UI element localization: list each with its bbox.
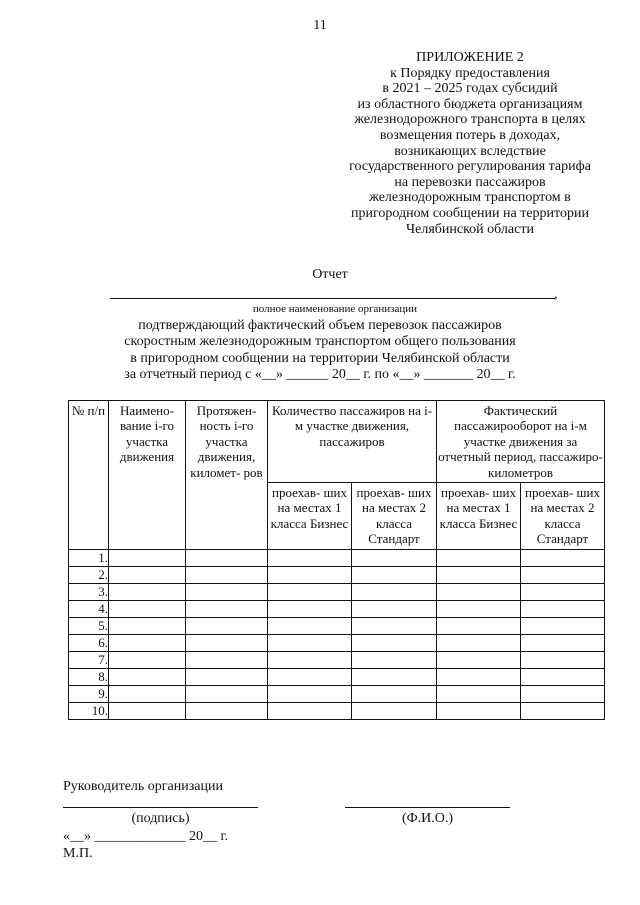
- table-cell: [352, 566, 437, 583]
- table-cell: [186, 566, 268, 583]
- subtitle-line: скоростным железнодорожным транспортом общего пользования: [124, 334, 516, 350]
- row-number: 3.: [69, 583, 109, 600]
- table-row: [69, 566, 605, 583]
- table-cell: [186, 702, 268, 719]
- table-cell: [352, 668, 437, 685]
- table-cell: [352, 685, 437, 702]
- table-cell: [186, 583, 268, 600]
- table-row: [69, 600, 605, 617]
- row-number: 5.: [69, 617, 109, 634]
- row-number: 2.: [69, 566, 109, 583]
- table-cell: [109, 634, 186, 651]
- table-cell: [186, 668, 268, 685]
- subtitle-line: подтверждающий фактический объем перевозок пассажиров: [138, 318, 502, 333]
- table-cell: [437, 549, 521, 566]
- table-cell: [186, 685, 268, 702]
- appendix-line: к Порядку предоставления: [390, 65, 550, 81]
- report-subtitle: [60, 318, 580, 383]
- table-cell: [437, 583, 521, 600]
- row-number: 8.: [69, 668, 109, 685]
- table-cell: [521, 600, 605, 617]
- subheader-passengers-standard: проехав- ших на местах 2 класса Стандарт: [352, 483, 437, 550]
- table-row: [69, 617, 605, 634]
- table-cell: [109, 685, 186, 702]
- signature-title: Руководитель организации: [63, 779, 223, 794]
- table-cell: [186, 549, 268, 566]
- table-cell: [268, 566, 352, 583]
- table-row: [69, 668, 605, 685]
- table-cell: [186, 617, 268, 634]
- table-cell: [268, 668, 352, 685]
- table-cell: [268, 600, 352, 617]
- table-row: [69, 702, 605, 719]
- table-cell: [268, 634, 352, 651]
- table-cell: [186, 600, 268, 617]
- table-cell: [352, 549, 437, 566]
- table-cell: [437, 651, 521, 668]
- table-row: [69, 651, 605, 668]
- table-cell: [109, 617, 186, 634]
- signature-caption: (подпись): [131, 811, 190, 826]
- appendix-line: из областного бюджета организациям: [357, 96, 583, 112]
- name-caption: (Ф.И.О.): [401, 811, 454, 826]
- table-cell: [437, 600, 521, 617]
- org-comma: ,: [554, 287, 558, 302]
- report-table: [68, 400, 605, 720]
- subheader-turnover-standard: проехав- ших на местах 2 класса Стандарт: [521, 483, 605, 550]
- table-cell: [352, 617, 437, 634]
- table-cell: [437, 685, 521, 702]
- signature-line: [63, 807, 258, 808]
- table-cell: [109, 600, 186, 617]
- table-cell: [521, 634, 605, 651]
- table-cell: [521, 702, 605, 719]
- table-cell: [521, 617, 605, 634]
- stamp-place: М.П.: [63, 846, 93, 861]
- table-cell: [186, 651, 268, 668]
- appendix-line: государственного регулирования тарифа: [349, 159, 591, 175]
- table-cell: [109, 651, 186, 668]
- table-cell: [521, 549, 605, 566]
- row-number: 6.: [69, 634, 109, 651]
- table-cell: [109, 668, 186, 685]
- header-passengers: Количество пассажиров на i-м участке движения, пассажиров: [268, 401, 437, 483]
- appendix-line: возмещения потерь в доходах,: [379, 127, 561, 143]
- table-cell: [437, 566, 521, 583]
- subheader-passengers-business: проехав- ших на местах 1 класса Бизнес: [268, 483, 352, 550]
- appendix-line: пригородном сообщении на территории: [351, 205, 589, 221]
- row-number: 10.: [69, 702, 109, 719]
- report-title: Отчет: [312, 267, 348, 282]
- table-row: [69, 685, 605, 702]
- page-number: 11: [313, 18, 327, 33]
- subtitle-line: за отчетный период с «__» ______ 20__ г. по «__» _______ 20__ г.: [124, 366, 516, 382]
- row-number: 9.: [69, 685, 109, 702]
- header-length: Протяжен- ность i-го участка движения, километ- ров: [186, 401, 268, 550]
- subtitle-line: в пригородном сообщении на территории Челябинской области: [130, 350, 510, 366]
- row-number: 7.: [69, 651, 109, 668]
- appendix-line: на перевозки пассажиров: [394, 174, 546, 190]
- table-cell: [437, 634, 521, 651]
- name-line: [345, 807, 510, 808]
- table-cell: [352, 702, 437, 719]
- table-cell: [186, 634, 268, 651]
- table-cell: [352, 651, 437, 668]
- table-cell: [437, 617, 521, 634]
- table-cell: [352, 600, 437, 617]
- table-cell: [109, 549, 186, 566]
- table-cell: [521, 566, 605, 583]
- subheader-turnover-business: проехав- ших на местах 1 класса Бизнес: [437, 483, 521, 550]
- table-cell: [109, 583, 186, 600]
- table-cell: [268, 651, 352, 668]
- table-cell: [268, 702, 352, 719]
- header-num: № п/п: [69, 401, 109, 550]
- appendix-line: железнодорожным транспортом в: [369, 190, 571, 206]
- table-cell: [268, 549, 352, 566]
- table-cell: [109, 566, 186, 583]
- appendix-line: железнодорожного транспорта в целях: [354, 112, 586, 128]
- header-name: Наимено- вание i-го участка движения: [109, 401, 186, 550]
- appendix-line: в 2021 – 2025 годах субсидий: [382, 81, 558, 97]
- table-cell: [521, 583, 605, 600]
- table-cell: [521, 685, 605, 702]
- appendix-line: Челябинской области: [406, 221, 534, 237]
- table-cell: [268, 617, 352, 634]
- row-number: 1.: [69, 549, 109, 566]
- org-name-line: [110, 298, 555, 299]
- appendix-line: ПРИЛОЖЕНИЕ 2: [416, 50, 524, 65]
- table-cell: [437, 702, 521, 719]
- table-row: [69, 634, 605, 651]
- table-cell: [521, 651, 605, 668]
- appendix-header: [320, 50, 620, 237]
- table-cell: [437, 668, 521, 685]
- org-name-caption: полное наименование организации: [252, 303, 418, 315]
- table-cell: [352, 583, 437, 600]
- table-cell: [521, 668, 605, 685]
- table-cell: [109, 702, 186, 719]
- header-turnover: Фактический пассажирооборот на i-м участке движения за отчетный период, пассажиро-километров: [437, 401, 605, 483]
- row-number: 4.: [69, 600, 109, 617]
- table-cell: [268, 583, 352, 600]
- appendix-line: возникающих вследствие: [394, 143, 546, 159]
- table-cell: [352, 634, 437, 651]
- table-row: [69, 549, 605, 566]
- table-cell: [268, 685, 352, 702]
- date-line: «__» _____________ 20__ г.: [63, 829, 229, 844]
- table-row: [69, 583, 605, 600]
